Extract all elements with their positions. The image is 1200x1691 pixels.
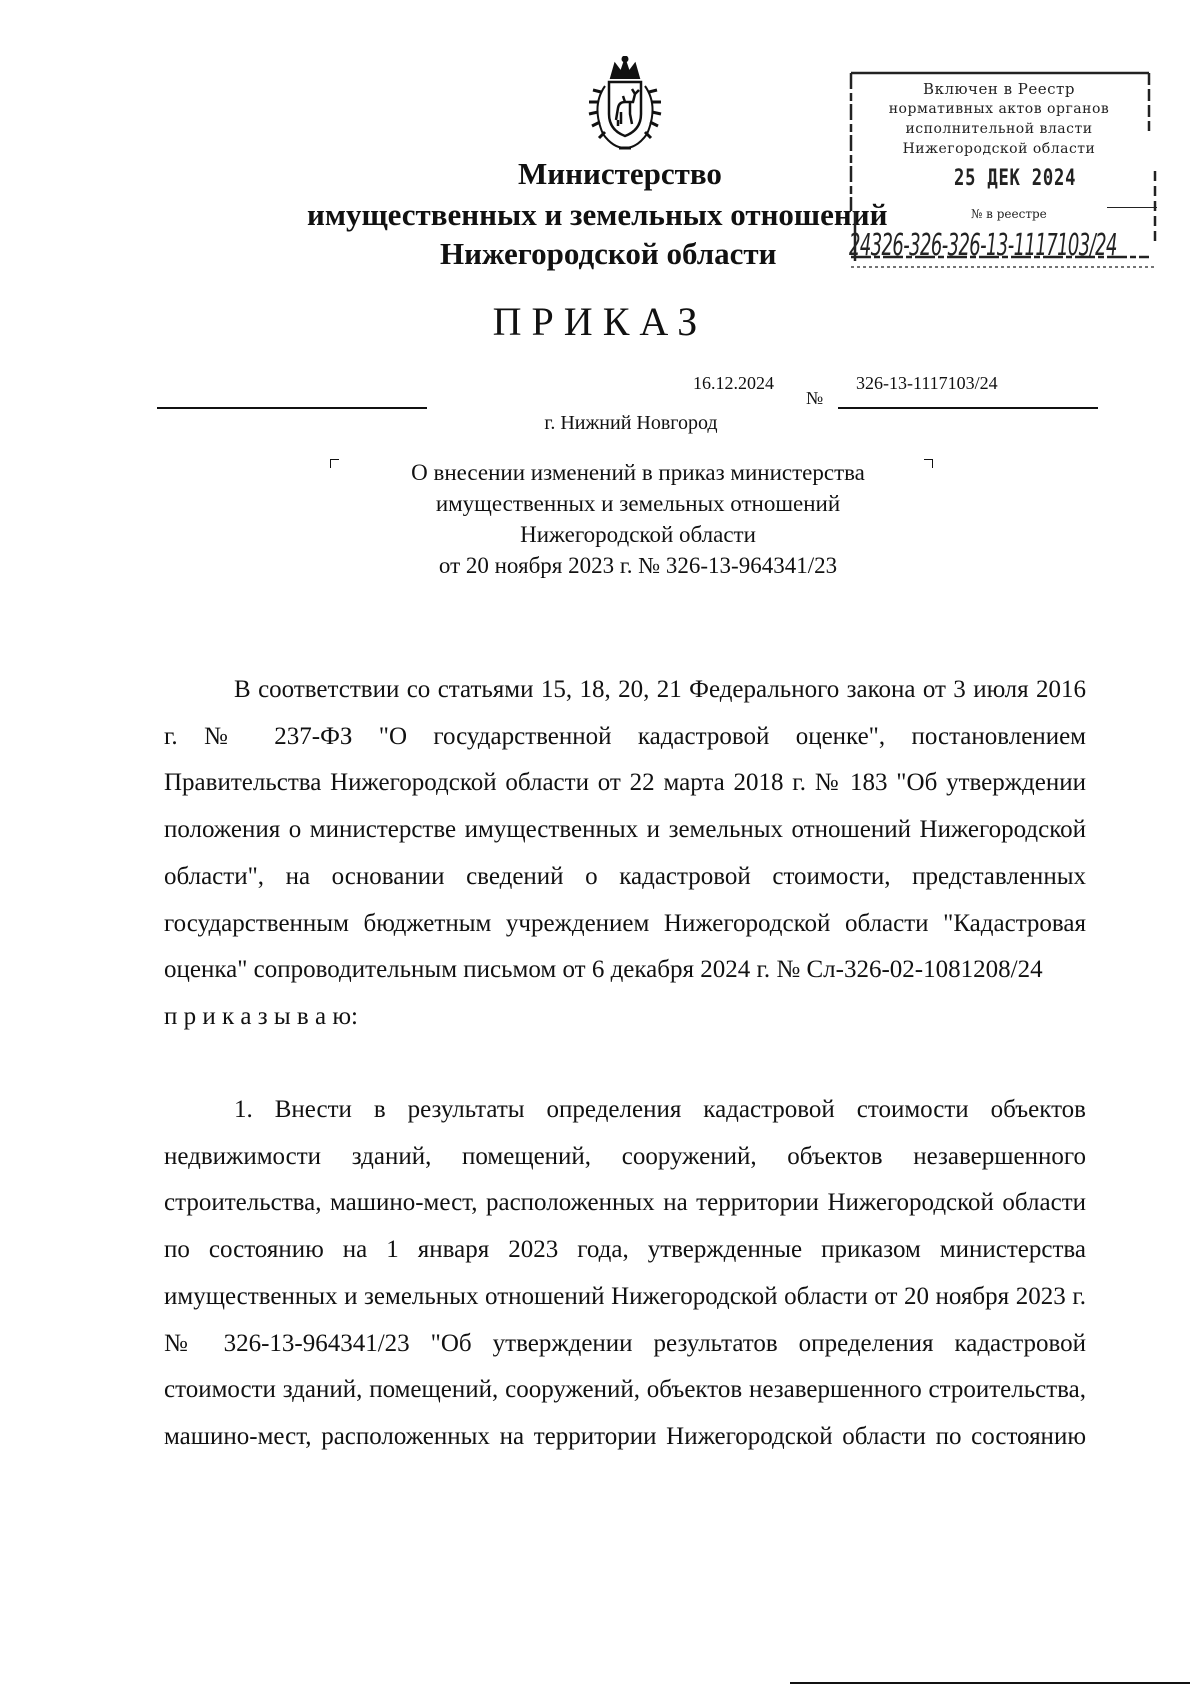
title-line3: Нижегородской области bbox=[520, 522, 756, 547]
date-underline bbox=[157, 407, 427, 409]
title-line2: имущественных и земельных отношений bbox=[435, 491, 841, 516]
organization-name-line3: Нижегородской области bbox=[440, 236, 777, 271]
stamp-line3: исполнительной власти bbox=[905, 121, 1093, 137]
order-word: п р и к а з ы в а ю: bbox=[164, 1002, 358, 1030]
document-type-heading: ПРИКАЗ bbox=[492, 299, 708, 344]
order-title bbox=[360, 457, 916, 581]
city-name: г. Нижний Новгород bbox=[544, 412, 718, 434]
page-bottom-rule bbox=[790, 1682, 1190, 1684]
clause-1-paragraph: 1. Внести в результаты определения кадастровой стоимости объектов недвижимости зданий, помещений, сооружений, объектов незавершенного строительства, машино-мест, расположенных на территории Нижегородской области по состоянию на 1 января 2023 года, утвержденные приказом министерства имущественных и земельных отношений Нижегородской области от 20 ноября 2023 г. № 326-13-964341/23 "Об утверждении результатов определения кадастровой стоимости зданий, помещений, сооружений, объектов незавершенного строительства, машино-мест, расположенных на территории Нижегородской области по состоянию bbox=[164, 1096, 1086, 1450]
stamp-registry-label: № в реестре bbox=[971, 207, 1047, 221]
preamble-block bbox=[164, 667, 1086, 1041]
number-underline bbox=[838, 407, 1098, 409]
order-number: 326-13-1117103/24 bbox=[856, 373, 998, 393]
order-date: 16.12.2024 bbox=[693, 373, 774, 393]
stamp-line4: Нижегородской области bbox=[902, 141, 1096, 157]
title-corner-left bbox=[330, 459, 339, 468]
number-sign: № bbox=[806, 388, 824, 408]
registry-stamp bbox=[849, 71, 1161, 271]
stamp-registry-underline bbox=[1107, 207, 1157, 208]
organization-name-line2: имущественных и земельных отношений bbox=[307, 197, 888, 232]
organization-name-line1: Министерство bbox=[518, 156, 722, 191]
coat-of-arms-icon bbox=[583, 56, 667, 152]
preamble-paragraph: В соответствии со статьями 15, 18, 20, 21 Федерального закона от 3 июля 2016 г. № 237-ФЗ "О государственной кадастровой оценке", постановлением Правительства Нижегородской области от 22 марта 2018 г. № 183 "Об утверждении положения о министерстве имущественных и земельных отношений Нижегородской области", на основании сведений о кадастровой стоимости, представленных государственным бюджетным учреждением Нижегородской области "Кадастровая оценка" сопроводительным письмом от 6 декабря 2024 г. № Сл-326-02-1081208/24 bbox=[164, 676, 1086, 984]
stamp-date: 25 ДЕК 2024 bbox=[954, 166, 1077, 191]
clause-block bbox=[164, 1087, 1086, 1461]
title-line1: О внесении изменений в приказ министерства bbox=[411, 460, 865, 485]
stamp-line1: Включен в Реестр bbox=[923, 80, 1075, 98]
title-line4: от 20 ноября 2023 г. № 326-13-964341/23 bbox=[438, 553, 838, 578]
stamp-line2: нормативных актов органов bbox=[888, 101, 1110, 117]
stamp-registry-number: 24326-326-326-13-1117103/24 bbox=[849, 228, 1117, 263]
title-corner-right bbox=[924, 459, 933, 468]
